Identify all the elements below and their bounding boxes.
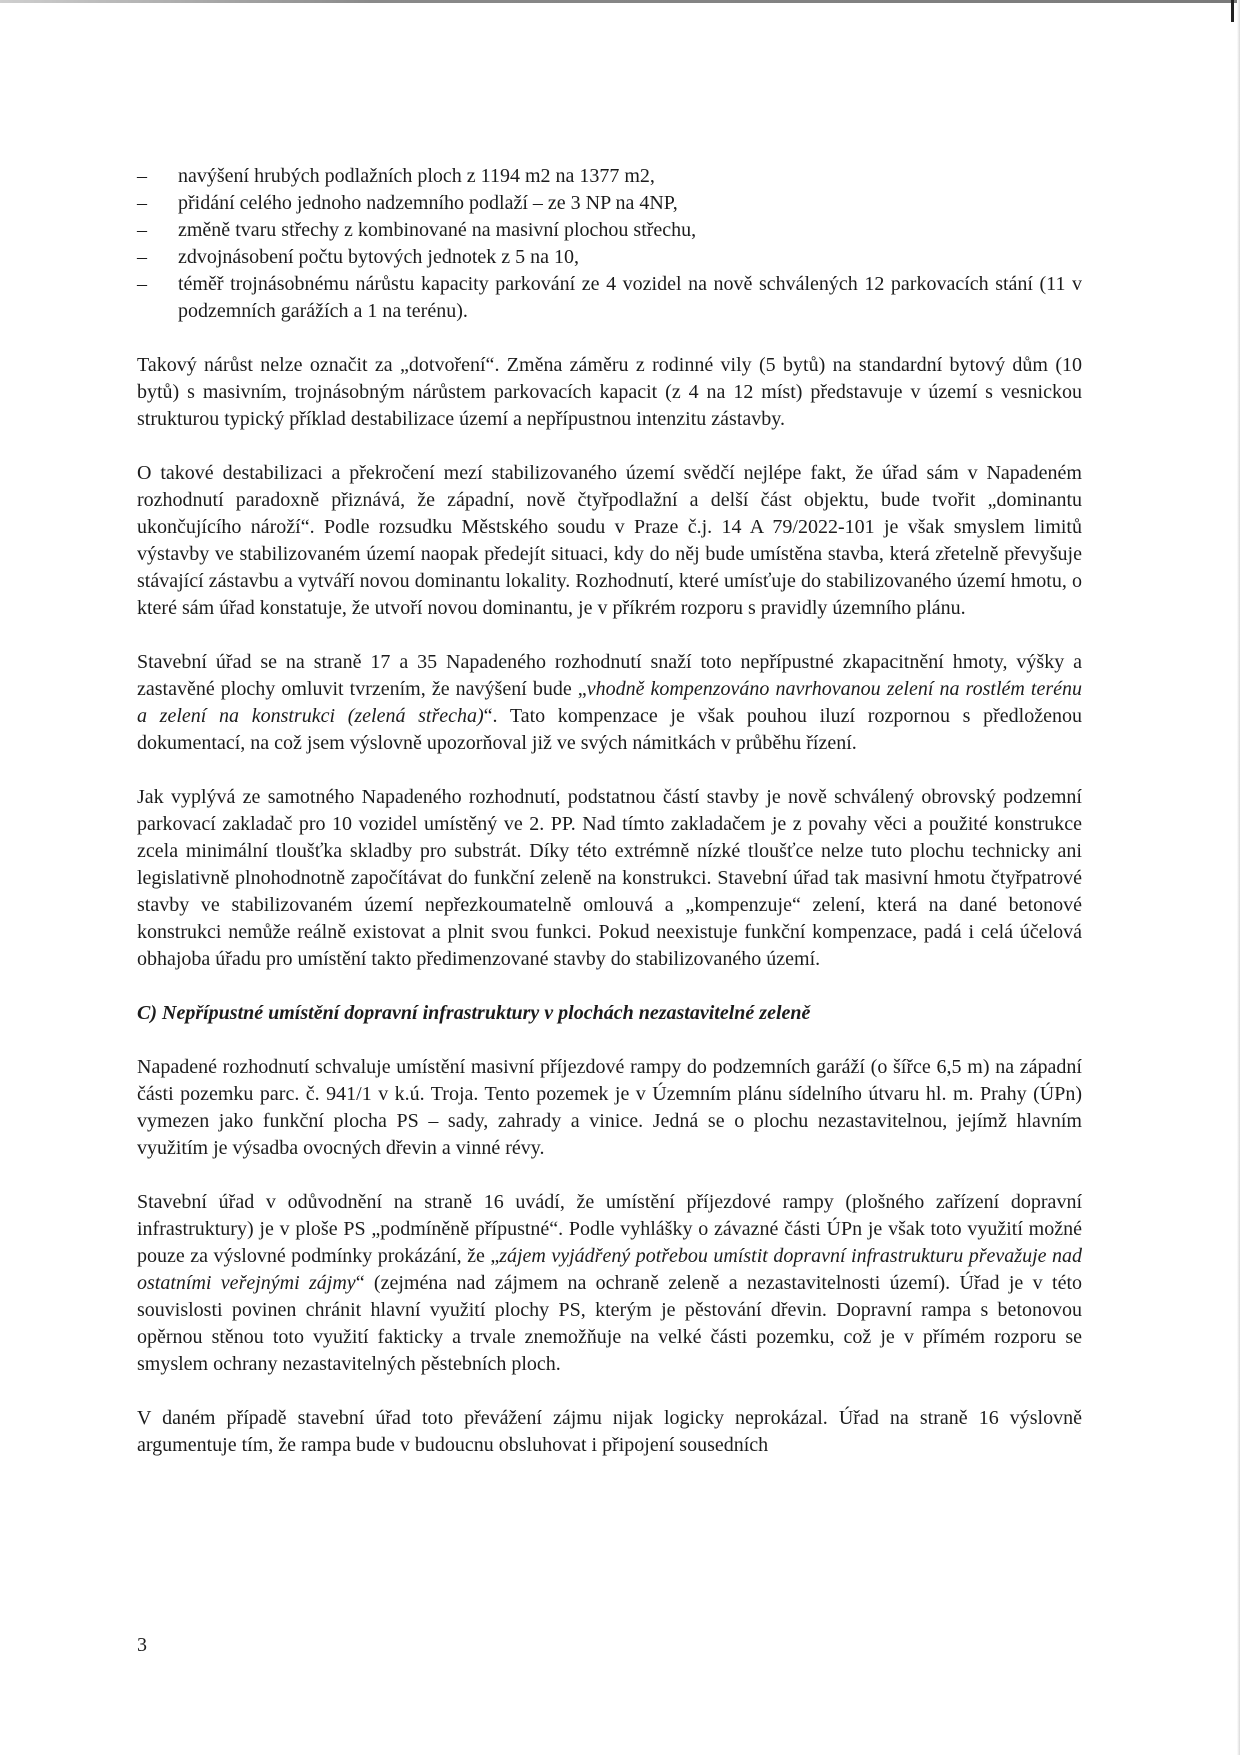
list-item xyxy=(137,271,1082,325)
bullet-dash: – xyxy=(137,246,147,268)
paragraph-text: Stavební úřad v odůvodnění na straně 16 uvádí, že umístění příjezdové rampy (plošného zařízení dopravní infrastruktury) je v ploše PS „podmíněně přípustné“. Podle vyhlášky o závazné části ÚPn je však toto využití možné pouze za výslovné podmínky prokázání, že „ xyxy=(137,1191,1082,1267)
quoted-text: zájem vyjádřený potřebou umístit dopravní infrastrukturu převažuje nad ostatními veřejnými zájmy xyxy=(137,1245,1082,1294)
list-item-text: navýšení hrubých podlažních ploch z 1194 m2 na 1377 m2, xyxy=(178,165,655,187)
paragraph-growth-not-completion: Takový nárůst nelze označit za „dotvoření“. Změna záměru z rodinné vily (5 bytů) na standardní bytový dům (10 bytů) s masivním, trojnásobným nárůstem parkovacích kapacit (z 4 na 12 míst) představuje v území s vesnickou strukturou typický příklad destabilizace území a nepřípustnou intenzitu zástavby. xyxy=(137,354,1082,430)
change-list xyxy=(137,163,1082,325)
paragraph-conditional-use xyxy=(137,1189,1082,1378)
section-heading-c: C) Nepřípustné umístění dopravní infrastruktury v plochách nezastavitelné zeleně xyxy=(137,1002,811,1024)
list-item-text: přidání celého jednoho nadzemního podlaží – ze 3 NP na 4NP, xyxy=(178,192,678,214)
paragraph-compensation xyxy=(137,649,1082,757)
list-item-text: téměř trojnásobnému nárůstu kapacity parkování ze 4 vozidel na nově schválených 12 parkovacích stání (11 v podzemních garážích a 1 na terénu). xyxy=(178,273,1082,322)
bullet-dash: – xyxy=(137,273,147,295)
page-number: 3 xyxy=(137,1634,147,1656)
paragraph-text: “. Tato kompenzace je však pouhou iluzí rozpornou s předloženou dokumentací, na což jsem výslovně upozorňoval již ve svých námitkách v průběhu řízení. xyxy=(137,705,1082,754)
list-item xyxy=(137,163,1082,190)
paragraph-parking-stacker: Jak vyplývá ze samotného Napadeného rozhodnutí, podstatnou částí stavby je nově schválený obrovský podzemní parkovací zakladač pro 10 vozidel umístěný ve 2. PP. Nad tímto zakladačem je z povahy věci a použité konstrukce zcela minimální tloušťka skladby pro substrát. Díky této extrémně nízké tloušťce nelze tuto plochu technicky ani legislativně plnohodnotně započítávat do funkční zeleně na konstrukci. Stavební úřad tak masivní hmotu čtyřpatrové stavby ve stabilizovaném území nepřezkoumatelně omlouvá a „kompenzuje“ zelení, která na dané betonové konstrukci nemůže reálně existovat a plnit svou funkci. Pokud neexistuje funkční kompenzace, padá i celá účelová obhajoba úřadu pro umístění takto předimenzované stavby do stabilizovaného území. xyxy=(137,786,1082,970)
paragraph-access-ramp: Napadené rozhodnutí schvaluje umístění masivní příjezdové rampy do podzemních garáží (o šířce 6,5 m) na západní části pozemku parc. č. 941/1 v k.ú. Troja. Tento pozemek je v Územním plánu sídelního útvaru hl. m. Prahy (ÚPn) vymezen jako funkční plocha PS – sady, zahrady a vinice. Jedná se o plochu nezastavitelnou, jejímž hlavním využitím je výsadba ovocných dřevin a vinné révy. xyxy=(137,1056,1082,1159)
list-item-text: zdvojnásobení počtu bytových jednotek z 5 na 10, xyxy=(178,246,580,268)
bullet-dash: – xyxy=(137,219,147,241)
list-item-text: změně tvaru střechy z kombinované na masivní plochou střechu, xyxy=(178,219,697,241)
list-item xyxy=(137,217,1082,244)
list-item xyxy=(137,244,1082,271)
scan-corner-mark xyxy=(1231,0,1234,22)
paragraph-text: “ (zejména nad zájmem na ochraně zeleně a nezastavitelnosti území). Úřad je v této souvislosti povinen chránit hlavní využití plochy PS, kterým je pěstování dřevin. Dopravní rampa s betonovou opěrnou stěnou toto využití fakticky a trvale znemožňuje na velké části pozemku, což je v přímém rozporu se smyslem ochrany nezastavitelných pěstebních ploch. xyxy=(137,1272,1083,1375)
bullet-dash: – xyxy=(137,192,147,214)
bullet-dash: – xyxy=(137,165,147,187)
document-body xyxy=(137,163,1082,1459)
scan-top-edge-line xyxy=(0,0,1240,3)
paragraph-text: Stavební úřad se na straně 17 a 35 Napadeného rozhodnutí snaží toto nepřípustné zkapacitnění hmoty, výšky a zastavěné plochy omluvit tvrzením, že navýšení bude „ xyxy=(137,651,1082,700)
list-item xyxy=(137,190,1082,217)
paragraph-dominant: O takové destabilizaci a překročení mezí stabilizovaného území svědčí nejlépe fakt, že úřad sám v Napadeném rozhodnutí paradoxně přiznává, že západní, nově čtyřpodlažní a delší část objektu, bude tvořit „dominantu ukončujícího nároží“. Podle rozsudku Městského soudu v Praze č.j. 14 A 79/2022-101 je však smyslem limitů výstavby ve stabilizovaném území naopak předejít situaci, kdy do něj bude umístěna stavba, která zřetelně převyšuje stávající zástavbu a vytváří novou dominantu lokality. Rozhodnutí, které umísťuje do stabilizovaného území hmotu, o které sám úřad konstatuje, že utvoří novou dominantu, je v příkrém rozporu s pravidly územního plánu. xyxy=(137,462,1082,619)
quoted-text: vhodně kompenzováno navrhovanou zelení na rostlém terénu a zelení na konstrukci (zelená střecha) xyxy=(137,678,1082,727)
paragraph-interest-not-proven: V daném případě stavební úřad toto převážení zájmu nijak logicky neprokázal. Úřad na straně 16 výslovně argumentuje tím, že rampa bude v budoucnu obsluhovat i připojení sousedních xyxy=(137,1407,1082,1456)
